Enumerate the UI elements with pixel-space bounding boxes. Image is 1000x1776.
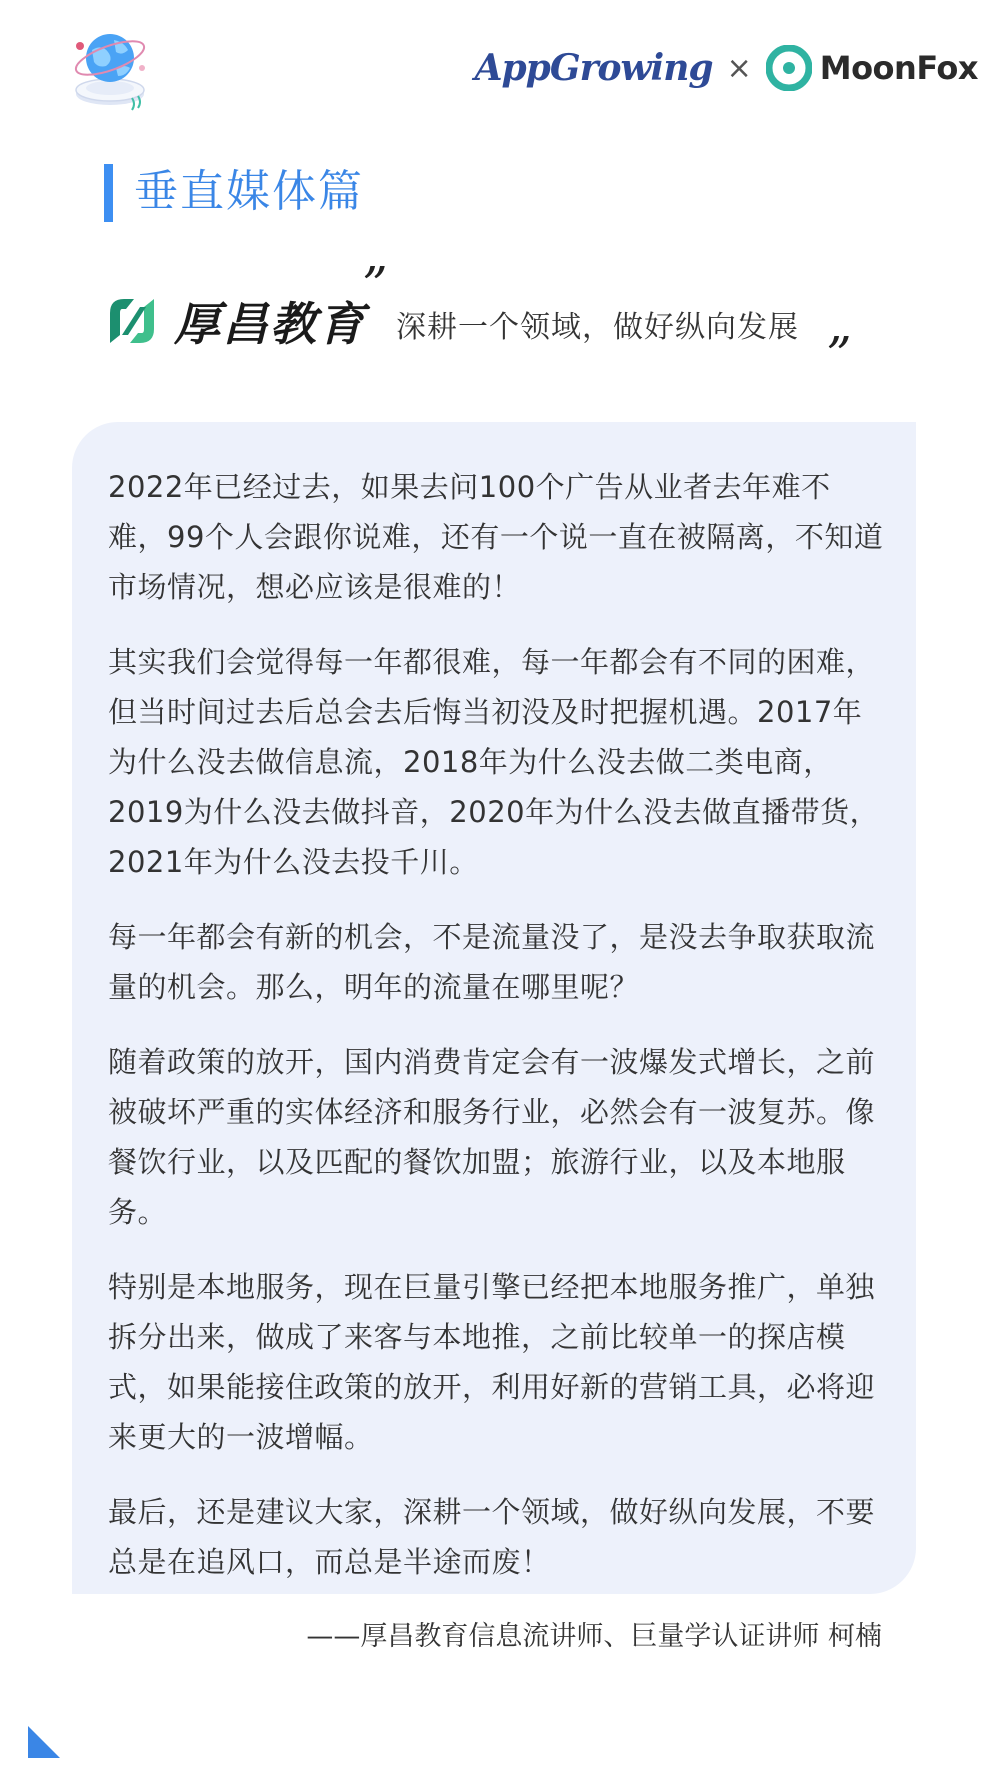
quote-close-mark: ” [826,326,852,384]
brand-separator: × [726,50,752,86]
header-brand-row [475,38,978,98]
article-paragraph: 随着政策的放开，国内消费肯定会有一波爆发式增长，之前被破坏严重的实体经济和服务行业，必然会有一波复苏。像餐饮行业，以及匹配的餐饮加盟；旅游行业，以及本地服务。 [108,1045,876,1229]
houchang-education-logo [100,288,366,354]
moonfox-logo-text: MoonFox [819,49,978,87]
article-paragraph: 每一年都会有新的机会，不是流量没了，是没去争取获取流量的机会。那么，明年的流量在哪里呢？ [108,920,876,1004]
quote-open-mark: ” [362,256,388,314]
section-title: 垂直媒体篇 [134,166,364,217]
article-signature: ——厚昌教育信息流讲师、巨量学认证讲师 柯楠 [306,1621,882,1652]
appgrowing-logo [475,47,713,89]
globe-platform-logo-icon [62,18,158,114]
article-paragraph: 特别是本地服务，现在巨量引擎已经把本地服务推广，单独拆分出来，做成了来客与本地推，之前比较单一的探店模式，如果能接住政策的放开，利用好新的营销工具，必将迎来更大的一波增幅。 [108,1270,876,1454]
houchang-mark-icon [100,289,164,353]
moonfox-logo [766,45,978,91]
brand-slogan: 深耕一个领域，做好纵向发展 [396,310,799,345]
article-card [72,422,916,1652]
article-paragraph: 2022年已经过去，如果去问100个广告从业者去年难不难，99个人会跟你说难，还有一个说一直在被隔离，不知道市场情况，想必应该是很难的！ [108,470,884,604]
moonfox-mark-icon [766,45,812,91]
houchang-logo-text: 厚昌教育 [174,297,366,351]
appgrowing-logo-text: AppGrowing [474,47,713,89]
article-paragraph: 最后，还是建议大家，深耕一个领域，做好纵向发展，不要总是在追风口，而总是半途而废！ [108,1495,876,1579]
corner-triangle-icon [28,1726,60,1758]
section-accent-bar [104,164,113,222]
article-paragraph: 其实我们会觉得每一年都很难，每一年都会有不同的困难，但当时间过去后总会去后悔当初没及时把握机遇。2017年为什么没去做信息流，2018年为什么没去做二类电商，2019为什么没去做抖音，2020年为什么没去做直播带货，2021年为什么没去投千川。 [108,645,880,879]
